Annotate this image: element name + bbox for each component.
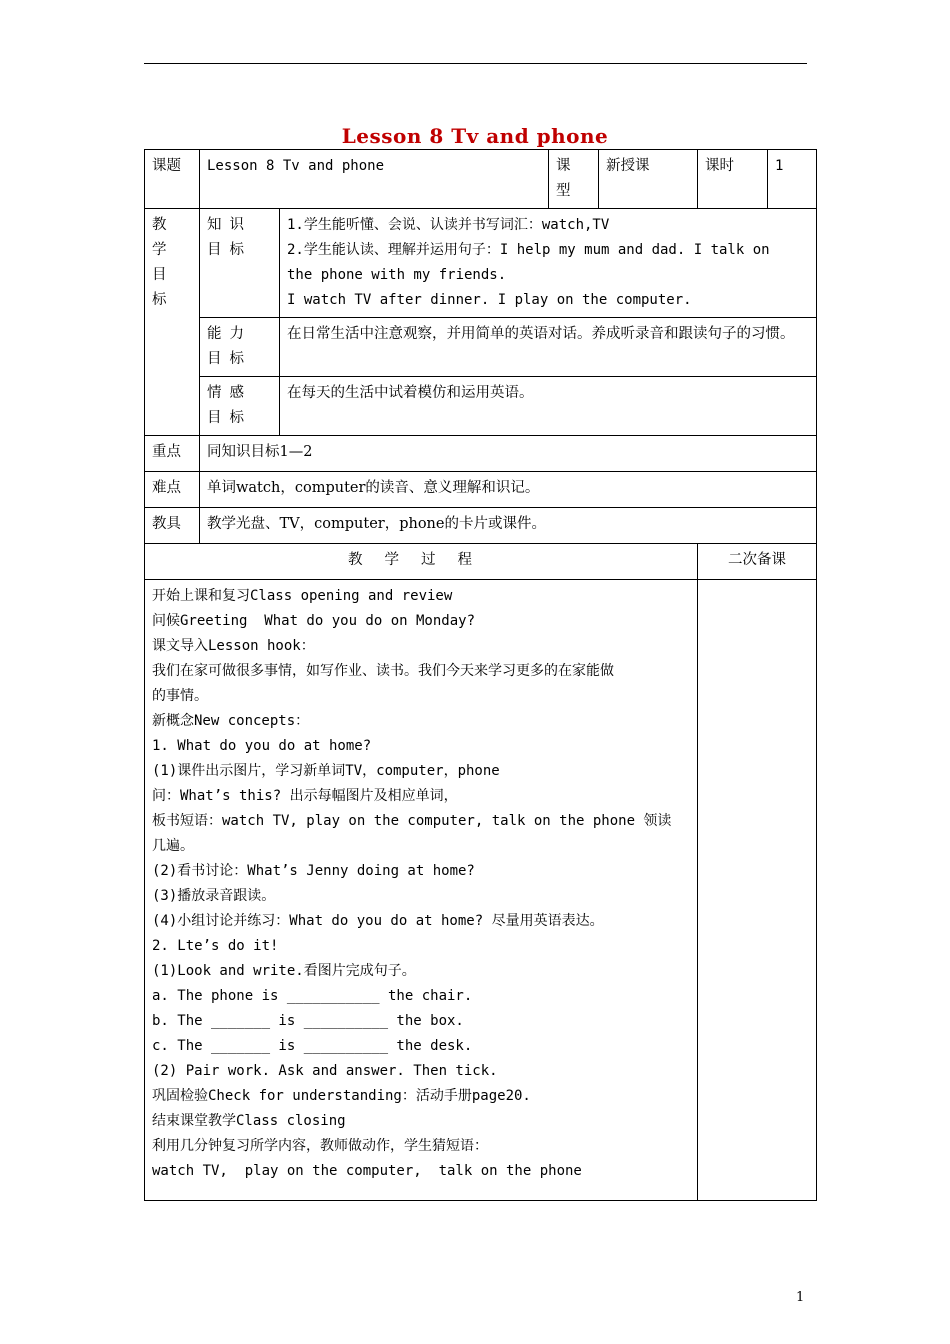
- process-line: 巩固检验Check for understanding：活动手册page20.: [152, 1088, 531, 1104]
- process-line: (2)看书讨论：What’s Jenny doing at home?: [152, 863, 475, 879]
- tools-value: 教学光盘、TV，computer，phone的卡片或课件。: [200, 508, 817, 544]
- key-point-label: 重点: [145, 436, 200, 472]
- notes-heading: 二次备课: [698, 544, 817, 580]
- process-line: (2) Pair work. Ask and answer. Then tick.: [152, 1063, 498, 1079]
- period-value: 1: [768, 150, 817, 209]
- process-heading: [145, 544, 698, 580]
- topic-label: 课题: [145, 150, 200, 209]
- process-line: (3)播放录音跟读。: [152, 888, 276, 904]
- page-number: 1: [796, 1290, 805, 1305]
- process-line: b. The _______ is __________ the box.: [152, 1013, 464, 1029]
- process-line: (4)小组讨论并练习：What do you do at home? 尽量用英语表达。: [152, 913, 604, 929]
- process-line: 课文导入Lesson hook：: [152, 638, 315, 654]
- process-line: 利用几分钟复习所学内容，教师做动作，学生猜短语：: [152, 1138, 488, 1154]
- page-title: Lesson 8 Tv and phone: [341, 124, 609, 148]
- type-label: 课型: [549, 150, 599, 209]
- key-point-value: 同知识目标1—2: [200, 436, 817, 472]
- knowledge-label: 知识目标: [200, 209, 280, 318]
- process-content: [145, 580, 698, 1201]
- knowledge-line: the phone with my friends.: [287, 267, 507, 283]
- emotion-goals: 在每天的生活中试着模仿和运用英语。: [280, 377, 817, 436]
- process-line: 问候Greeting What do you do on Monday?: [152, 613, 476, 629]
- process-line: 板书短语：watch TV, play on the computer, talk on the phone 领读: [152, 813, 672, 829]
- process-line: (1)Look and write.看图片完成句子。: [152, 963, 416, 979]
- goals-label: 教学目标: [145, 209, 200, 436]
- ability-goals: 在日常生活中注意观察，并用简单的英语对话。养成听录音和跟读句子的习惯。: [280, 318, 817, 377]
- notes-area: [698, 580, 817, 1201]
- process-line: 结束课堂教学Class closing: [152, 1113, 346, 1129]
- knowledge-line: I watch TV after dinner. I play on the computer.: [287, 292, 692, 308]
- process-line: 新概念New concepts：: [152, 713, 310, 729]
- topic-value: Lesson 8 Tv and phone: [200, 150, 549, 209]
- process-line: a. The phone is ___________ the chair.: [152, 988, 473, 1004]
- process-line: 2. Lte’s do it!: [152, 938, 279, 954]
- process-line: 1. What do you do at home?: [152, 738, 372, 754]
- ability-label: 能力目标: [200, 318, 280, 377]
- knowledge-line: 2.学生能认读、理解并运用句子：I help my mum and dad. I talk on: [287, 242, 770, 258]
- process-line: 几遍。: [152, 838, 194, 854]
- knowledge-goals: [280, 209, 817, 318]
- header-rule: [144, 63, 807, 64]
- process-heading-text: 教学过程: [348, 552, 494, 568]
- process-line: 问：What’s this? 出示每幅图片及相应单词，: [152, 788, 458, 804]
- process-line: c. The _______ is __________ the desk.: [152, 1038, 473, 1054]
- type-value: 新授课: [599, 150, 698, 209]
- process-line: 的事情。: [152, 688, 208, 704]
- lesson-plan-table: [144, 149, 817, 1201]
- process-line: 开始上课和复习Class opening and review: [152, 588, 453, 604]
- knowledge-line: 1.学生能听懂、会说、认读并书写词汇：watch,TV: [287, 217, 610, 233]
- tools-label: 教具: [145, 508, 200, 544]
- difficulty-value: 单词watch，computer的读音、意义理解和识记。: [200, 472, 817, 508]
- emotion-label: 情感目标: [200, 377, 280, 436]
- process-line: watch TV, play on the computer, talk on the phone: [152, 1163, 582, 1179]
- process-line: (1)课件出示图片，学习新单词TV，computer，phone: [152, 763, 500, 779]
- difficulty-label: 难点: [145, 472, 200, 508]
- period-label: 课时: [698, 150, 768, 209]
- process-line: 我们在家可做很多事情，如写作业、读书。我们今天来学习更多的在家能做: [152, 663, 614, 679]
